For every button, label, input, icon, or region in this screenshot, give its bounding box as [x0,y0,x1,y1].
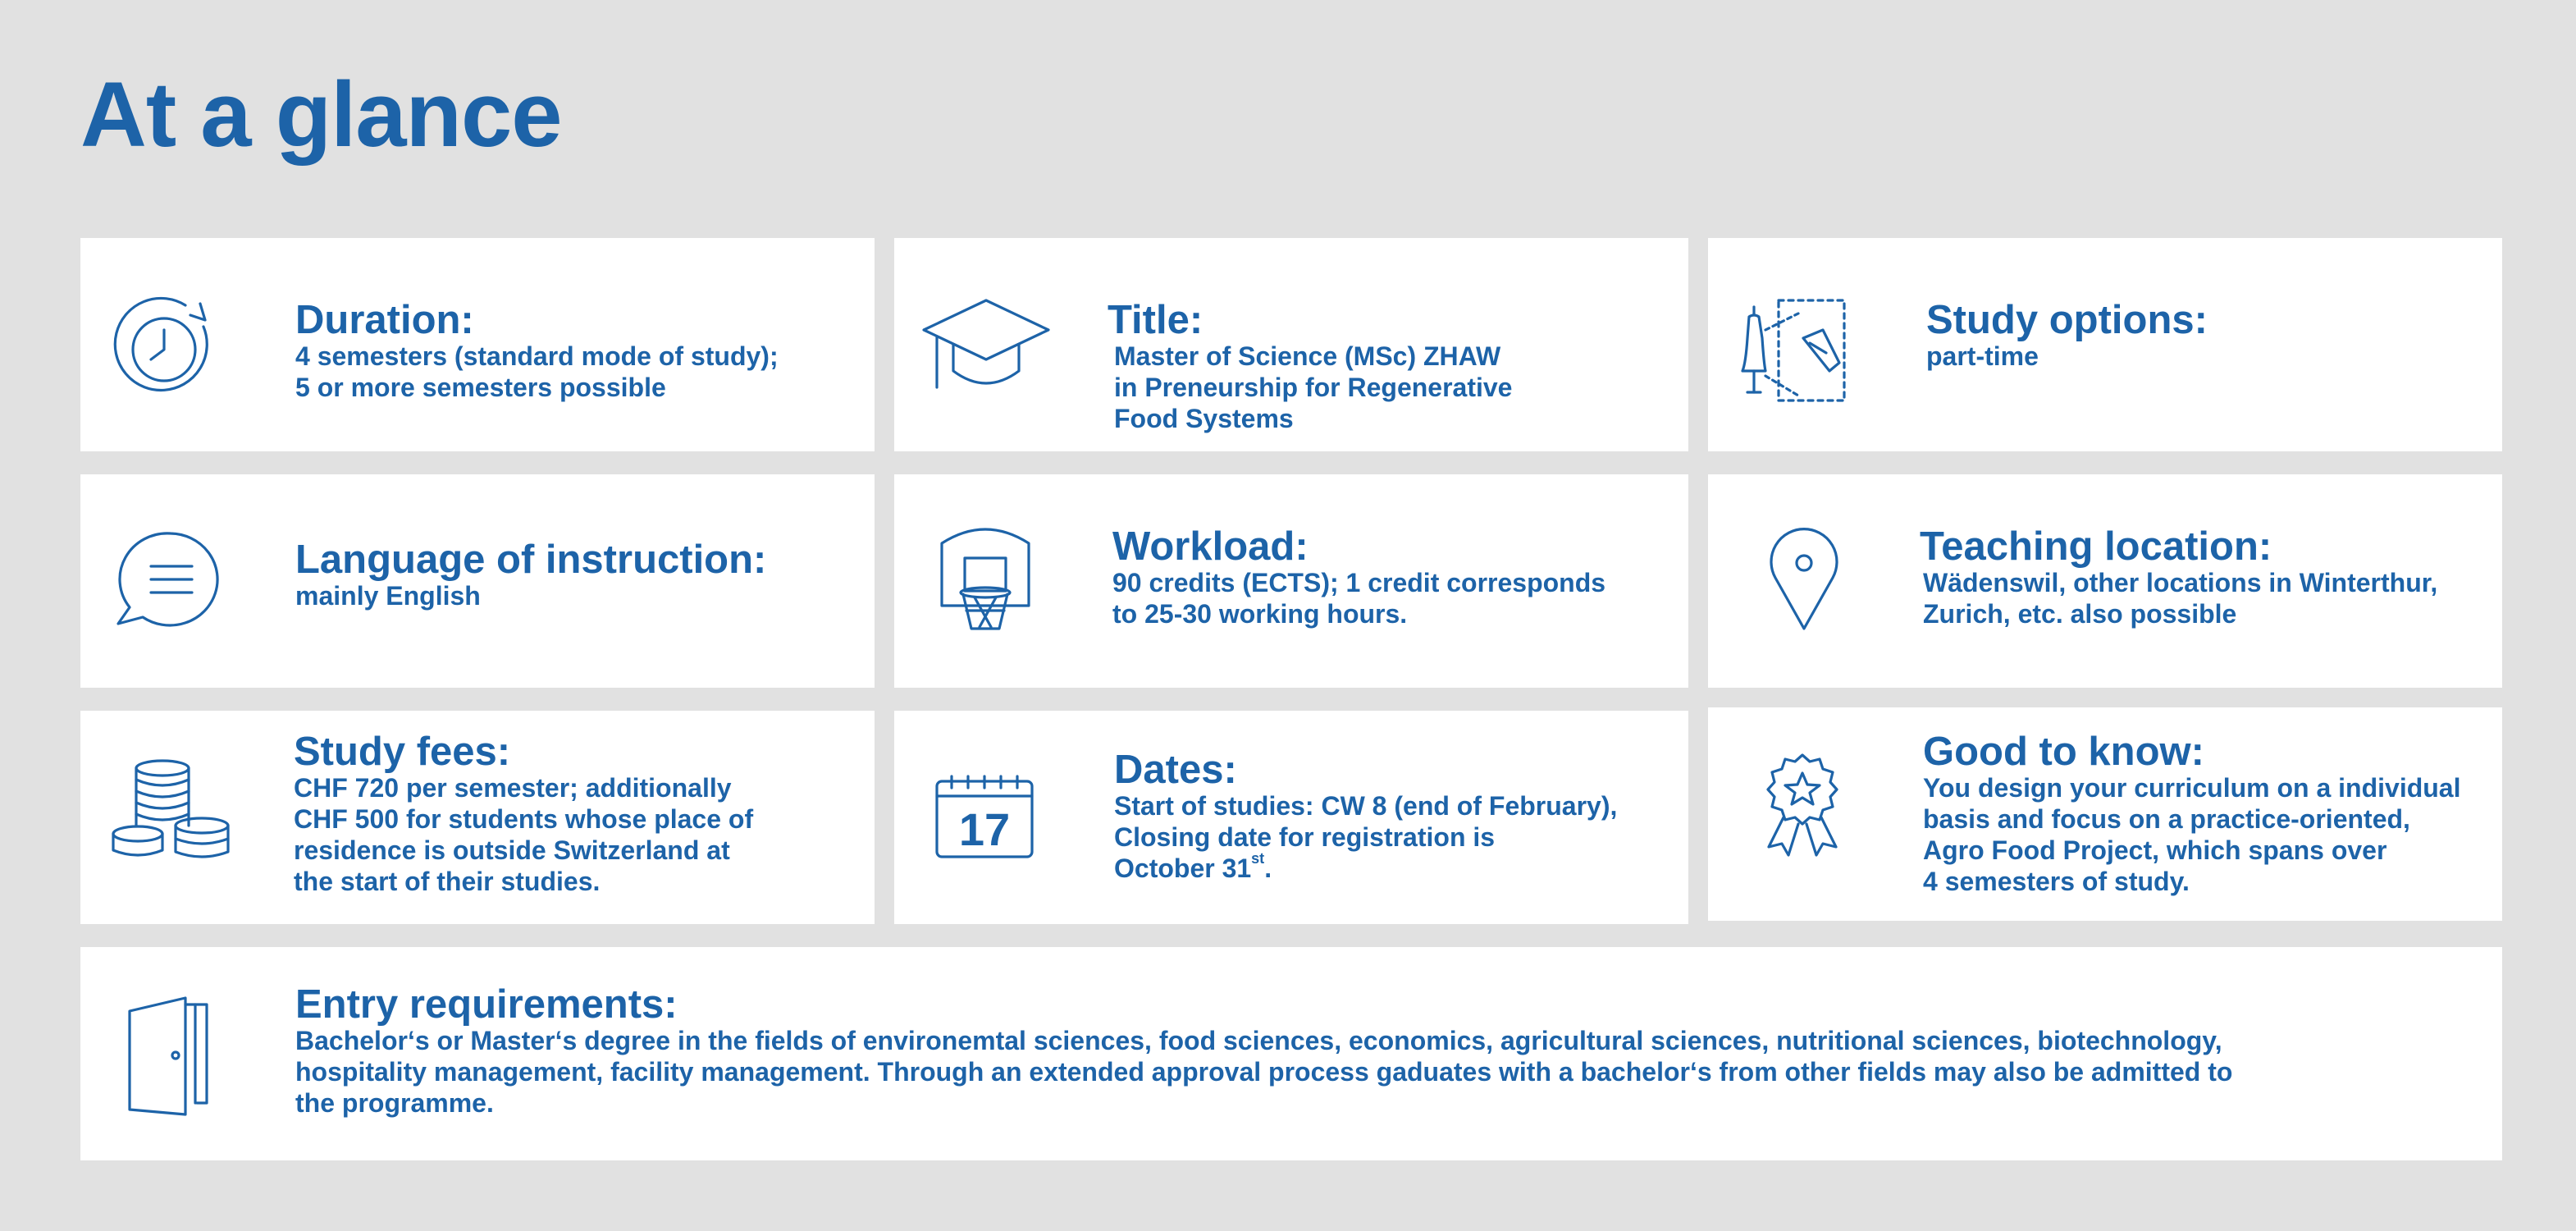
speech-bubble-icon [110,529,225,635]
card-heading: Workload: [1112,524,1309,569]
card-heading: Study options: [1926,298,2208,342]
card-body: Bachelor‘s or Master‘s degree in the fields of environemtal sciences, food sciences, economics, agricultural sciences, nutritional sciences, biotechnology, hospitality management, facility management. Through an extended approval process gaduates with a bachelor‘s from other fields may also be admitted to the programme. [295,1026,2233,1118]
card-teaching-location [1708,474,2502,688]
door-icon [128,995,210,1118]
calendar-day: 17 [958,803,1011,855]
card-good-to-know [1708,707,2502,921]
card-workload [894,474,1688,688]
card-heading: Duration: [295,298,474,342]
card-study-fees [80,711,875,924]
card-body: You design your curriculum on a individual basis and focus on a practice-oriented, Agro Food Project, which spans over 4 semesters of study. [1923,773,2461,896]
card-heading: Dates: [1114,748,1237,792]
card-duration [80,238,875,451]
card-body: part-time [1926,341,2039,371]
calendar-icon [934,775,1035,860]
design-tools-icon [1741,297,1848,404]
card-heading: Language of instruction: [295,538,767,582]
card-body: Start of studies: CW 8 (end of February), Closing date for registration is October 31st. [1114,791,1618,883]
card-dates [894,711,1688,924]
card-body: 4 semesters (standard mode of study); 5 or more semesters possible [295,341,779,402]
card-heading: Teaching location: [1920,524,2272,569]
basketball-hoop-icon [934,520,1037,635]
card-heading: Title: [1108,298,1204,342]
coin-stack-icon [112,758,231,865]
card-title [894,238,1688,451]
card-body: mainly English [295,581,481,611]
card-heading: Study fees: [294,730,511,774]
card-language [80,474,875,688]
card-body: Master of Science (MSc) ZHAW in Preneurship for Regenerative Food Systems [1114,341,1513,433]
clock-icon [113,292,220,399]
graduation-cap-icon [920,295,1052,394]
card-heading: Entry requirements: [295,982,678,1027]
award-rosette-icon [1757,752,1848,858]
card-entry-requirements [80,947,2502,1160]
card-heading: Good to know: [1923,730,2204,774]
location-pin-icon [1767,529,1841,632]
card-body: CHF 720 per semester; additionally CHF 500 for students whose place of residence is outside Switzerland at the start of their studies. [294,773,754,896]
card-body: 90 credits (ECTS); 1 credit corresponds to 25-30 working hours. [1112,568,1606,629]
card-body: Wädenswil, other locations in Winterthur, Zurich, etc. also possible [1923,568,2438,629]
page-title: At a glance [80,63,562,166]
card-study-options [1708,238,2502,451]
